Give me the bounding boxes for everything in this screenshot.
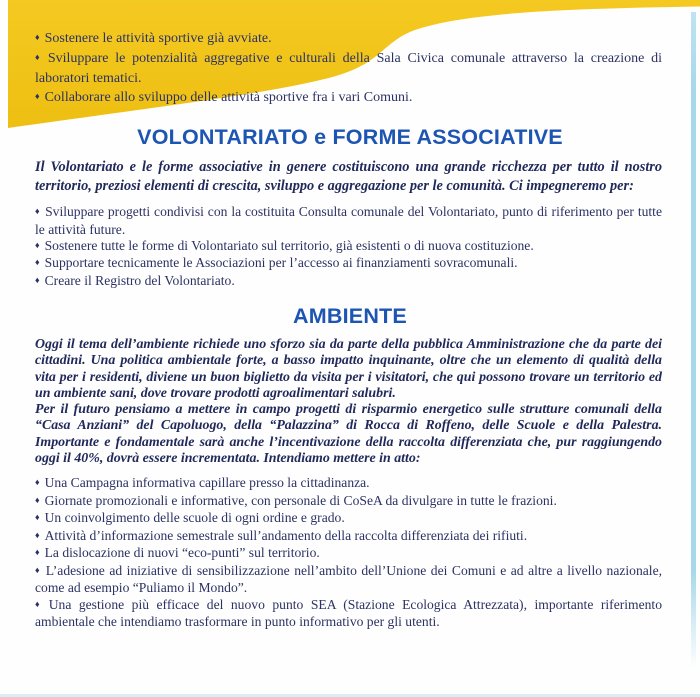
bullet-text: Creare il Registro del Volontariato. <box>44 273 235 289</box>
bullet-text: Sviluppare progetti condivisi con la costituita Consulta comunale del Volontariato, punto di riferimento per tutte le attività future. <box>35 204 662 237</box>
ambiente-intro-2: Per il futuro pensiamo a mettere in campo progetti di risparmio energetico sulle strutture comunali della “Casa Anziani” del Capoluogo, della “Palazzina” di Rocca di Roffeno, delle Scuole e della Palestra. Importante e fondamentale sarà anche l’incentivazione della raccolta differenziata che, pur raggiungendo oggi il 40%, dovrà essere incrementata. Intendiamo mettere in atto: <box>35 402 662 467</box>
ambiente-intro-1: Oggi il tema dell’ambiente richiede uno sforzo sia da parte della pubblica Amministrazione che da parte dei cittadini. Una politica ambientale forte, a basso impatto inquinante, oltre che un elemento di qualità della vita per i residenti, diviene un buon biglietto da visita per i visitatori, che qui possono trovare un territorio ed un ambiente sani, dove trovare prodotti agroalimentari salubri. <box>35 336 662 401</box>
ambiente-bullet-list <box>35 475 662 631</box>
bullet-text: La dislocazione di nuovi “eco-punti” sul territorio. <box>44 545 320 561</box>
bullet-item <box>35 493 662 511</box>
bullet-text: Sostenere tutte le forme di Volontariato sul territorio, già esistenti o di nuova costituzione. <box>44 237 534 253</box>
bullet-item <box>35 545 662 563</box>
bullet-text: Un coinvolgimento delle scuole di ogni ordine e grado. <box>44 510 345 526</box>
bullet-text: Collaborare allo sviluppo delle attività sportive fra i vari Comuni. <box>44 90 413 105</box>
diamond-bullet-icon: ♦ <box>35 257 40 268</box>
bullet-item <box>35 255 662 273</box>
diamond-bullet-icon: ♦ <box>35 512 40 523</box>
volontariato-bullet-list <box>35 204 662 291</box>
bullet-text: Una gestione più efficace del nuovo punto SEA (Stazione Ecologica Attrezzata), importante riferimento ambientale che intendiamo trasformare in punto informativo per gli utenti. <box>35 596 663 630</box>
diamond-bullet-icon: ♦ <box>35 477 40 488</box>
diamond-bullet-icon: ♦ <box>35 91 40 101</box>
bullet-text: Una Campagna informativa capillare presso la cittadinanza. <box>44 475 370 491</box>
section-title-volontariato: VOLONTARIATO e FORME ASSOCIATIVE <box>137 125 563 149</box>
diamond-bullet-icon: ♦ <box>35 52 43 62</box>
bullet-item <box>35 597 662 631</box>
bullet-item <box>35 238 662 256</box>
bullet-text: Attività d’informazione semestrale sull’andamento della raccolta differenziata dei rifiuti. <box>44 527 528 543</box>
section-title-ambiente: AMBIENTE <box>293 303 407 328</box>
volontariato-intro: Il Volontariato e le forme associative in genere costituiscono una grande ricchezza per tutto il nostro territorio, preziosi elementi di crescita, sviluppo e aggregazione per le comunità. Ci impegneremo per: <box>35 159 662 194</box>
bullet-item <box>35 563 662 597</box>
diamond-bullet-icon: ♦ <box>35 564 41 575</box>
bullet-item <box>35 49 662 88</box>
diamond-bullet-icon: ♦ <box>35 206 41 216</box>
diamond-bullet-icon: ♦ <box>35 239 40 250</box>
bullet-text: L’adesione ad iniziative di sensibilizzazione nell’ambito dell’Unione dei Comuni e ad altre a livello nazionale, come ad esempio “Puliamo il Mondo”. <box>35 562 662 596</box>
diamond-bullet-icon: ♦ <box>35 275 40 286</box>
bullet-text: Supportare tecnicamente le Associazioni per l’accesso ai finanziamenti sovracomunali. <box>44 255 518 271</box>
sport-bullet-list <box>35 29 662 108</box>
bullet-item <box>35 88 662 108</box>
bullet-item <box>35 273 662 291</box>
bullet-item <box>35 475 662 493</box>
bullet-item <box>35 204 662 238</box>
bullet-item <box>35 528 662 546</box>
bullet-text: Giornate promozionali e informative, con personale di CoSeA da divulgare in tutte le frazioni. <box>44 492 557 508</box>
diamond-bullet-icon: ♦ <box>35 598 44 609</box>
bullet-text: Sostenere le attività sportive già avviate. <box>44 31 272 46</box>
bullet-text: Sviluppare le potenzialità aggregative e culturali della Sala Civica comunale attraverso la creazione di laboratori tematici. <box>35 51 663 86</box>
diamond-bullet-icon: ♦ <box>35 494 40 505</box>
diamond-bullet-icon: ♦ <box>35 529 40 540</box>
diamond-bullet-icon: ♦ <box>35 32 40 42</box>
bullet-item <box>35 510 662 528</box>
bullet-item <box>35 29 662 49</box>
diamond-bullet-icon: ♦ <box>35 547 40 558</box>
